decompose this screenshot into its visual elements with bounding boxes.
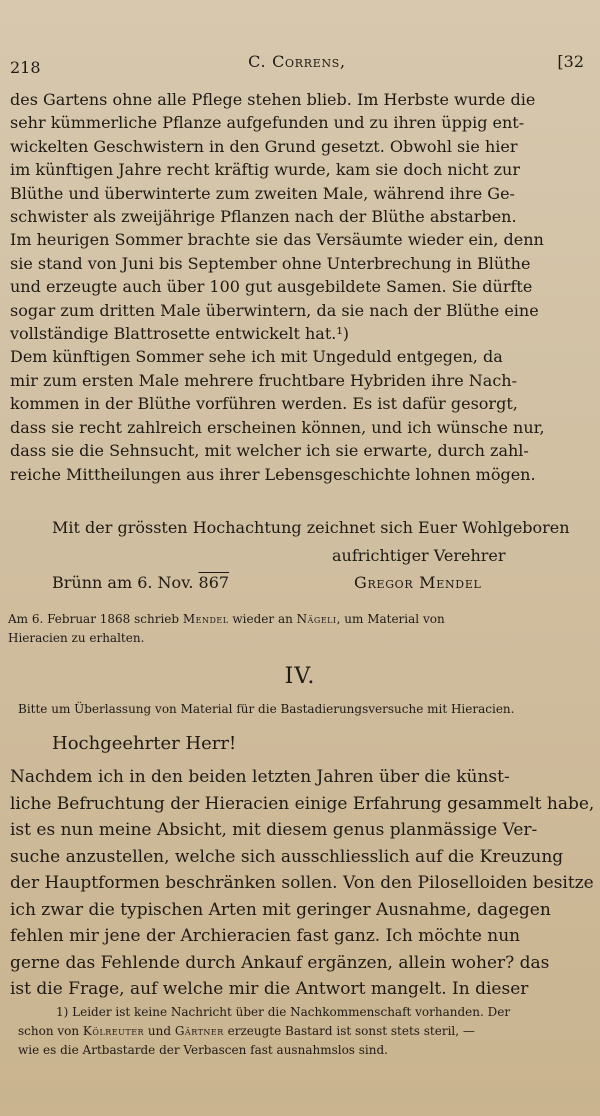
footnote-name: Gärtner	[174, 1024, 224, 1038]
body-line: kommen in der Blüthe vorführen werden. Es ist dafür gesorgt,	[10, 394, 518, 414]
editor-note-name: Nägeli	[296, 612, 337, 626]
closing-complimentary: aufrichtiger Verehrer	[332, 546, 506, 565]
body-line: Dem künftigen Sommer sehe ich mit Ungeduld entgegen, da	[10, 347, 503, 367]
footnote-line-3: wie es die Artbastarde der Verbascen fast ausnahmslos sind.	[18, 1043, 388, 1057]
body-line: ich zwar die typischen Arten mit geringer Ausnahme, dagegen	[10, 899, 551, 920]
salutation: Hochgeehrter Herr!	[52, 733, 237, 754]
letter-subtitle: Bitte um Überlassung von Material für die Bastadierungsversuche mit Hieracien.	[18, 702, 515, 716]
body-line: schwister als zweijährige Pflanzen nach der Blüthe abstarben.	[10, 207, 517, 227]
body-line: und erzeugte auch über 100 gut ausgebildete Samen. Sie dürfte	[10, 277, 533, 297]
body-line: fehlen mir jene der Archieracien fast ganz. Ich möchte nun	[10, 926, 521, 946]
footnote-text: und	[144, 1024, 175, 1038]
closing-line: Mit der grössten Hochachtung zeichnet sich Euer Wohlgeboren	[52, 518, 570, 537]
body-line: Nachdem ich in den beiden letzten Jahren über die künst-	[10, 767, 510, 787]
body-line: vollständige Blattrosette entwickelt hat.¹)	[10, 324, 349, 344]
editor-note	[8, 610, 583, 648]
year: 867	[198, 573, 230, 592]
body-line: sehr kümmerliche Pflanze aufgefunden und zu ihren üppig ent-	[10, 113, 525, 133]
footnote	[18, 1003, 588, 1060]
signature: Gregor Mendel	[354, 573, 482, 592]
body-line: im künftigen Jahre recht kräftig wurde, kam sie doch nicht zur	[10, 160, 521, 180]
body-line: des Gartens ohne alle Pflege stehen blieb. Im Herbste wurde die	[10, 90, 536, 109]
place-date-text: Brünn am 6. Nov.	[52, 573, 194, 592]
body-line: sogar zum dritten Male überwintern, da sie nach der Blüthe eine	[10, 300, 539, 320]
running-head: C. Correns,	[248, 52, 346, 71]
letter-2-body	[10, 764, 595, 1003]
letter-body	[10, 88, 577, 486]
editor-note-text: wieder an	[228, 612, 297, 626]
footnote-text: schon von	[18, 1024, 83, 1038]
footnote-text: erzeugte Bastard ist sonst stets steril, —	[223, 1024, 475, 1038]
body-line: dass sie die Sehnsucht, mit welcher ich sie erwarte, durch zahl-	[10, 441, 529, 461]
body-line: dass sie recht zahlreich erscheinen können, und ich wünsche nur,	[10, 417, 545, 437]
body-line: liche Befruchtung der Hieracien einige Erfahrung gesammelt habe,	[10, 793, 595, 814]
section-heading: IV.	[284, 664, 316, 689]
footnote-name: Kölreuter	[82, 1024, 145, 1038]
body-line: ist es nun meine Absicht, mit diesem genus planmässige Ver-	[10, 820, 538, 840]
page-header	[10, 52, 584, 76]
editor-note-line-2: Hieracien zu erhalten.	[8, 631, 145, 645]
bracket-page-number: [32	[557, 52, 584, 71]
body-line: wickelten Geschwistern in den Grund gesetzt. Obwohl sie hier	[10, 136, 518, 156]
body-line: Im heurigen Sommer brachte sie das Versäumte wieder ein, denn	[10, 230, 544, 250]
editor-note-name: Mendel	[182, 612, 229, 626]
place-date	[52, 573, 229, 592]
body-line: gerne das Fehlende durch Ankauf ergänzen, allein woher? das	[10, 952, 550, 973]
editor-note-text: Am 6. Februar 1868 schrieb	[8, 612, 183, 626]
editor-note-line-1	[8, 610, 583, 629]
body-line: Blüthe und überwinterte zum zweiten Male, während ihre Ge-	[10, 183, 515, 203]
body-line: sie stand von Juni bis September ohne Unterbrechung in Blüthe	[10, 253, 531, 273]
footnote-line-1: 1) Leider ist keine Nachricht über die Nachkommenschaft vorhanden. Der	[56, 1005, 511, 1019]
body-line: der Hauptformen beschränken sollen. Von den Piloselloiden besitze	[10, 873, 594, 893]
body-line: suche anzustellen, welche sich ausschliesslich auf die Kreuzung	[10, 846, 564, 867]
body-line: ist die Frage, auf welche mir die Antwort mangelt. In dieser	[10, 979, 529, 999]
body-line: mir zum ersten Male mehrere fruchtbare Hybriden ihre Nach-	[10, 370, 517, 390]
page-number: 218	[10, 58, 41, 77]
body-line: reiche Mittheilungen aus ihrer Lebensgeschichte lohnen mögen.	[10, 464, 536, 484]
footnote-line-2	[18, 1022, 588, 1041]
editor-note-text: , um Material von	[336, 612, 445, 626]
